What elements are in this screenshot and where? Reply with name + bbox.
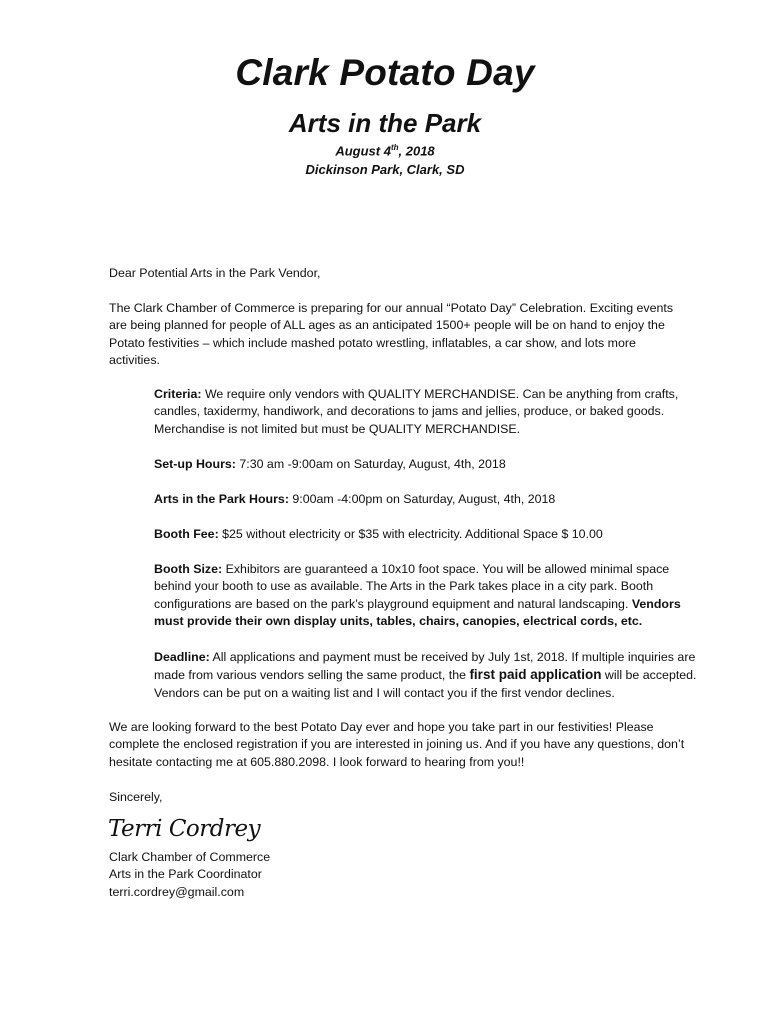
park-hours-label: Arts in the Park Hours: [154, 492, 289, 506]
booth-size-requirement: Vendors must provide their own display units, tables, chairs, canopies, electrical cords, etc. [154, 596, 681, 628]
signer-email: terri.cordrey@gmail.com [109, 885, 245, 899]
booth-size-text: Exhibitors are guaranteed a 10x10 foot space. You will be allowed minimal space behind your booth to use as available. The Arts in the Park takes place in a city park. Booth configurations are based on the park’s playground equipment and natural landscaping. [154, 562, 670, 611]
signer-role: Arts in the Park Coordinator [109, 867, 262, 881]
event-date [0, 143, 770, 158]
signoff: Sincerely, [109, 790, 163, 804]
deadline-tail: will be accepted. Vendors can be put on a waiting list and I will contact you if the first vendor declines. [154, 668, 697, 700]
signer-org: Clark Chamber of Commerce [109, 850, 271, 864]
booth-size-item [154, 561, 699, 630]
setup-hours-label: Set-up Hours: [154, 457, 236, 471]
booth-fee-label: Booth Fee: [154, 527, 219, 541]
criteria-text: We require only vendors with QUALITY MERCHANDISE. Can be anything from crafts, candles, taxidermy, handiwork, and decorations to jams and jellies, produce, or baked goods. Merchandise is not limited but must be QUALITY MERCHANDISE. [154, 387, 679, 436]
deadline-item [154, 649, 699, 702]
booth-fee-item [154, 526, 699, 543]
event-date-ordinal: th [390, 143, 399, 152]
event-date-year: , 2018 [398, 143, 435, 159]
deadline-text: All applications and payment must be received by July 1st, 2018. If multiple inquiries are made from various vendors selling the same product, the [154, 650, 696, 683]
page-subtitle: Arts in the Park [288, 108, 482, 138]
booth-size-label: Booth Size: [154, 562, 223, 576]
salutation: Dear Potential Arts in the Park Vendor, [109, 266, 321, 280]
park-hours-text: 9:00am -4:00pm on Saturday, August, 4th, 2018 [288, 492, 556, 506]
deadline-label: Deadline: [154, 650, 210, 664]
criteria-item [154, 386, 699, 438]
page-title: Clark Potato Day [235, 52, 535, 93]
intro-paragraph: The Clark Chamber of Commerce is preparing for our annual “Potato Day” Celebration. Exciting events are being planned for people of ALL ages as an anticipated 1500+ people will be on hand to enjoy the Potato festivities – which include mashed potato wrestling, inflatables, a car show, and lots more activities. [109, 301, 674, 367]
park-hours-item [154, 491, 699, 508]
criteria-label: Criteria: [154, 387, 202, 401]
event-date-main: August 4 [335, 143, 391, 159]
deadline-emphasis: first paid application [469, 667, 602, 683]
booth-fee-text: $25 without electricity or $35 with electricity. Additional Space $ 10.00 [218, 527, 603, 541]
setup-hours-text: 7:30 am -9:00am on Saturday, August, 4th, 2018 [235, 457, 506, 471]
event-location: Dickinson Park, Clark, SD [305, 162, 465, 177]
closing-paragraph: We are looking forward to the best Potato Day ever and hope you take part in our festivities! Please complete the enclosed registration if you are interested in joining us. And if you have any questions, don’t hesitate contacting me at 605.880.2098. I look forward to hearing from you!! [109, 720, 685, 769]
setup-hours-item [154, 456, 699, 473]
signature: Terri Cordrey [108, 816, 261, 842]
